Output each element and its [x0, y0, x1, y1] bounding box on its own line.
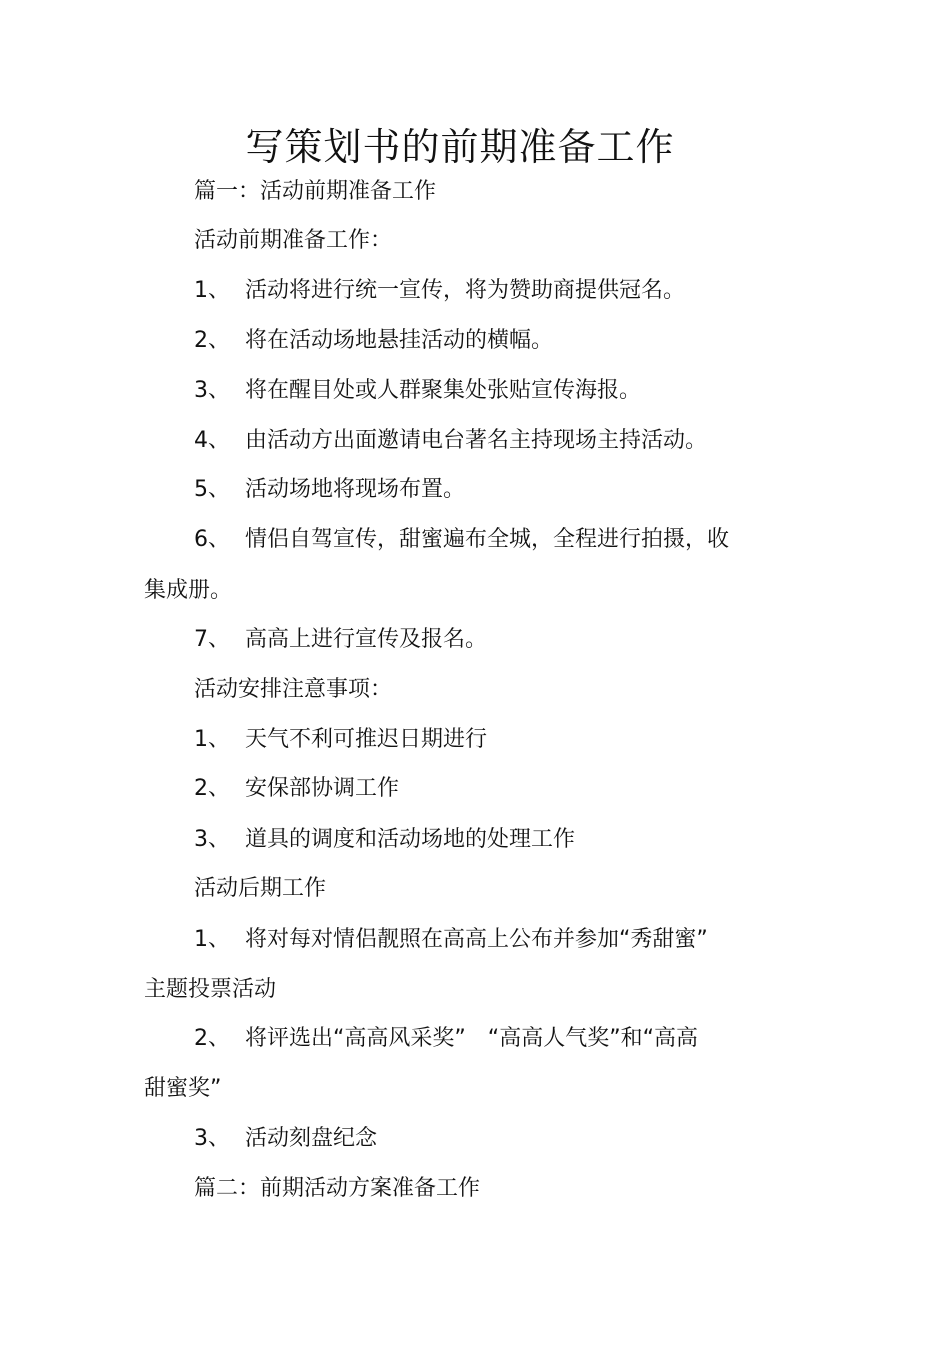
item-text: 活动场地将现场布置。	[245, 477, 466, 502]
list-item	[194, 426, 707, 456]
item-text: 活动刻盘纪念	[245, 1126, 378, 1151]
item-number: 2、	[194, 328, 230, 353]
item-number: 1、	[194, 927, 230, 952]
prep-heading: 活动前期准备工作：	[194, 228, 393, 253]
list-item	[194, 475, 465, 505]
item-text: 将在活动场地悬挂活动的横幅。	[245, 328, 554, 353]
item-text: 活动将进行统一宣传，将为赞助商提供冠名。	[245, 278, 686, 303]
list-item	[194, 1124, 377, 1154]
item-number: 3、	[194, 827, 230, 852]
list-item	[194, 525, 729, 555]
document-title: 写策划书的前期准备工作	[245, 125, 675, 169]
list-item	[194, 1024, 698, 1054]
item-text: 将在醒目处或人群聚集处张贴宣传海报。	[245, 378, 642, 403]
list-item	[194, 725, 487, 755]
section-heading-1: 篇一：活动前期准备工作	[194, 179, 437, 204]
item-text: 将评选出“高高风采奖” “高高人气奖”和“高高	[245, 1026, 698, 1051]
item-number: 7、	[194, 627, 230, 652]
post-heading: 活动后期工作	[194, 876, 327, 901]
item-number: 3、	[194, 378, 230, 403]
item-number: 6、	[194, 527, 230, 552]
list-item	[194, 326, 553, 356]
item-text: 高高上进行宣传及报名。	[245, 627, 488, 652]
list-item	[194, 925, 708, 955]
item-text: 情侣自驾宣传，甜蜜遍布全城，全程进行拍摄，收	[245, 527, 730, 552]
item-text: 天气不利可推迟日期进行	[245, 727, 488, 752]
item-text: 将对每对情侣靓照在高高上公布并参加“秀甜蜜”	[245, 927, 708, 952]
item-text: 安保部协调工作	[245, 776, 400, 801]
item-continuation: 甜蜜奖”	[144, 1076, 222, 1101]
item-number: 4、	[194, 428, 230, 453]
item-number: 1、	[194, 727, 230, 752]
item-continuation: 集成册。	[144, 578, 233, 603]
list-item	[194, 376, 641, 406]
item-number: 1、	[194, 278, 230, 303]
list-item	[194, 825, 575, 855]
list-item	[194, 625, 487, 655]
item-number: 2、	[194, 1026, 230, 1051]
item-text: 道具的调度和活动场地的处理工作	[245, 827, 576, 852]
item-continuation: 主题投票活动	[144, 977, 277, 1002]
section-heading-2: 篇二：前期活动方案准备工作	[194, 1176, 481, 1201]
item-text: 由活动方出面邀请电台著名主持现场主持活动。	[245, 428, 708, 453]
item-number: 5、	[194, 477, 230, 502]
notes-heading: 活动安排注意事项：	[194, 677, 393, 702]
list-item	[194, 276, 685, 306]
item-number: 2、	[194, 776, 230, 801]
list-item	[194, 774, 399, 804]
item-number: 3、	[194, 1126, 230, 1151]
